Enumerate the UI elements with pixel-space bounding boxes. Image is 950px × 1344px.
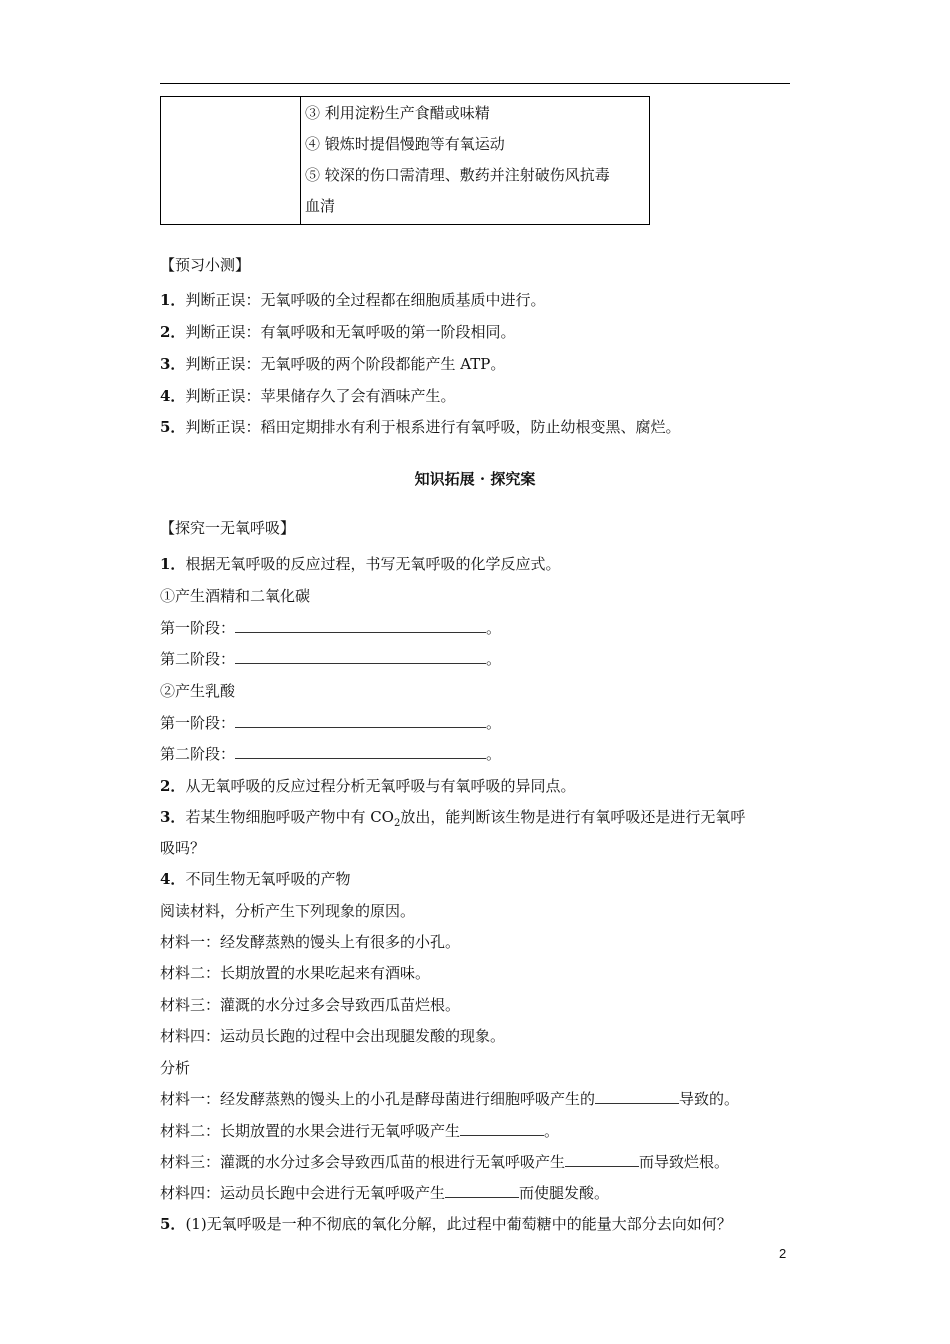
item-number: 1．	[160, 555, 186, 573]
material-2: 材料二：长期放置的水果吃起来有酒味。	[160, 964, 431, 982]
stage-line	[160, 713, 501, 733]
answer-blank[interactable]	[235, 618, 486, 633]
analysis-text: 材料四：运动员长跑中会进行无氧呼吸产生	[160, 1184, 446, 1202]
analysis-4	[160, 1183, 609, 1203]
read-instruction: 阅读材料，分析产生下列现象的原因。	[160, 902, 416, 920]
answer-blank[interactable]	[235, 744, 486, 759]
header-rule	[160, 83, 790, 84]
material-4: 材料四：运动员长跑的过程中会出现腿发酸的现象。	[160, 1027, 506, 1045]
material-3: 材料三：灌溉的水分过多会导致西瓜苗烂根。	[160, 996, 461, 1014]
section-title: 知识拓展 · 探究案	[414, 470, 536, 488]
answer-blank[interactable]	[565, 1152, 639, 1167]
period: 。	[486, 745, 502, 763]
answer-blank[interactable]	[460, 1121, 544, 1136]
preview-item-5	[160, 417, 680, 437]
analysis-text: 而导致烂根。	[639, 1153, 730, 1171]
analysis-label: 分析	[160, 1059, 191, 1077]
stage-label: 第一阶段：	[160, 714, 236, 732]
question-5	[160, 1214, 732, 1234]
preview-item-2	[160, 322, 515, 342]
item-text: 判断正误：无氧呼吸的全过程都在细胞质基质中进行。	[185, 291, 546, 309]
preview-item-1	[160, 290, 545, 310]
item-text: 判断正误：苹果储存久了会有酒味产生。	[185, 387, 456, 405]
item-text: 根据无氧呼吸的反应过程，书写无氧呼吸的化学反应式。	[185, 555, 561, 573]
table-column-divider	[300, 97, 301, 224]
item-text: 判断正误：有氧呼吸和无氧呼吸的第一阶段相同。	[185, 323, 516, 341]
preview-heading: 【预习小测】	[160, 256, 251, 274]
answer-blank[interactable]	[595, 1089, 679, 1104]
sub-alcohol: ①产生酒精和二氧化碳	[160, 587, 311, 605]
stage-line	[160, 618, 501, 638]
item-number: 3．	[160, 808, 186, 826]
period: 。	[486, 714, 502, 732]
question-2	[160, 776, 575, 796]
item-number: 2．	[160, 323, 186, 341]
item-text: 若某生物细胞呼吸产物中有 CO	[185, 808, 394, 826]
question-4	[160, 869, 350, 889]
table-line: ⑤ 较深的伤口需清理、敷药并注射破伤风抗毒	[305, 165, 610, 184]
analysis-2	[160, 1121, 559, 1141]
item-number: 4．	[160, 387, 186, 405]
subscript: 2	[393, 818, 401, 829]
preview-item-3	[160, 354, 505, 374]
item-text: 不同生物无氧呼吸的产物	[185, 870, 351, 888]
explore-heading: 【探究一无氧呼吸】	[160, 519, 296, 537]
stage-label: 第二阶段：	[160, 650, 236, 668]
analysis-text: 材料二：长期放置的水果会进行无氧呼吸产生	[160, 1122, 461, 1140]
question-3	[160, 807, 745, 834]
table-line: ④ 锻炼时提倡慢跑等有氧运动	[305, 134, 505, 153]
sub-lactic: ②产生乳酸	[160, 682, 236, 700]
item-text: 放出，能判断该生物是进行有氧呼吸还是进行无氧呼	[400, 808, 746, 826]
material-1: 材料一：经发酵蒸熟的馒头上有很多的小孔。	[160, 933, 461, 951]
analysis-text: 而使腿发酸。	[519, 1184, 610, 1202]
table-line: ③ 利用淀粉生产食醋或味精	[305, 103, 490, 122]
analysis-1	[160, 1089, 739, 1109]
answer-blank[interactable]	[445, 1183, 519, 1198]
question-3-cont: 吸吗？	[160, 839, 206, 857]
table-line: 血清	[305, 196, 336, 215]
analysis-text: 材料三：灌溉的水分过多会导致西瓜苗的根进行无氧呼吸产生	[160, 1153, 566, 1171]
question-1	[160, 554, 560, 574]
item-text: (1)无氧呼吸是一种不彻底的氧化分解，此过程中葡萄糖中的能量大部分去向如何？	[185, 1215, 732, 1233]
period: 。	[486, 650, 502, 668]
item-number: 2．	[160, 777, 186, 795]
answer-blank[interactable]	[235, 713, 486, 728]
item-number: 3．	[160, 355, 186, 373]
stage-label: 第二阶段：	[160, 745, 236, 763]
answer-blank[interactable]	[235, 649, 486, 664]
item-number: 5．	[160, 418, 186, 436]
applications-table	[160, 96, 650, 225]
stage-line	[160, 744, 501, 764]
item-text: 判断正误：无氧呼吸的两个阶段都能产生 ATP。	[185, 355, 506, 373]
item-text: 从无氧呼吸的反应过程分析无氧呼吸与有氧呼吸的异同点。	[185, 777, 576, 795]
stage-label: 第一阶段：	[160, 619, 236, 637]
preview-item-4	[160, 386, 455, 406]
table-right-cell	[305, 97, 645, 221]
item-number: 1．	[160, 291, 186, 309]
item-number: 5．	[160, 1215, 186, 1233]
item-text: 判断正误：稻田定期排水有利于根系进行有氧呼吸，防止幼根变黑、腐烂。	[185, 418, 681, 436]
analysis-text: 。	[544, 1122, 560, 1140]
period: 。	[486, 619, 502, 637]
stage-line	[160, 649, 501, 669]
analysis-3	[160, 1152, 729, 1172]
analysis-text: 材料一：经发酵蒸熟的馒头上的小孔是酵母菌进行细胞呼吸产生的	[160, 1090, 596, 1108]
analysis-text: 导致的。	[679, 1090, 740, 1108]
item-number: 4．	[160, 870, 186, 888]
page-number: 2	[779, 1246, 787, 1261]
